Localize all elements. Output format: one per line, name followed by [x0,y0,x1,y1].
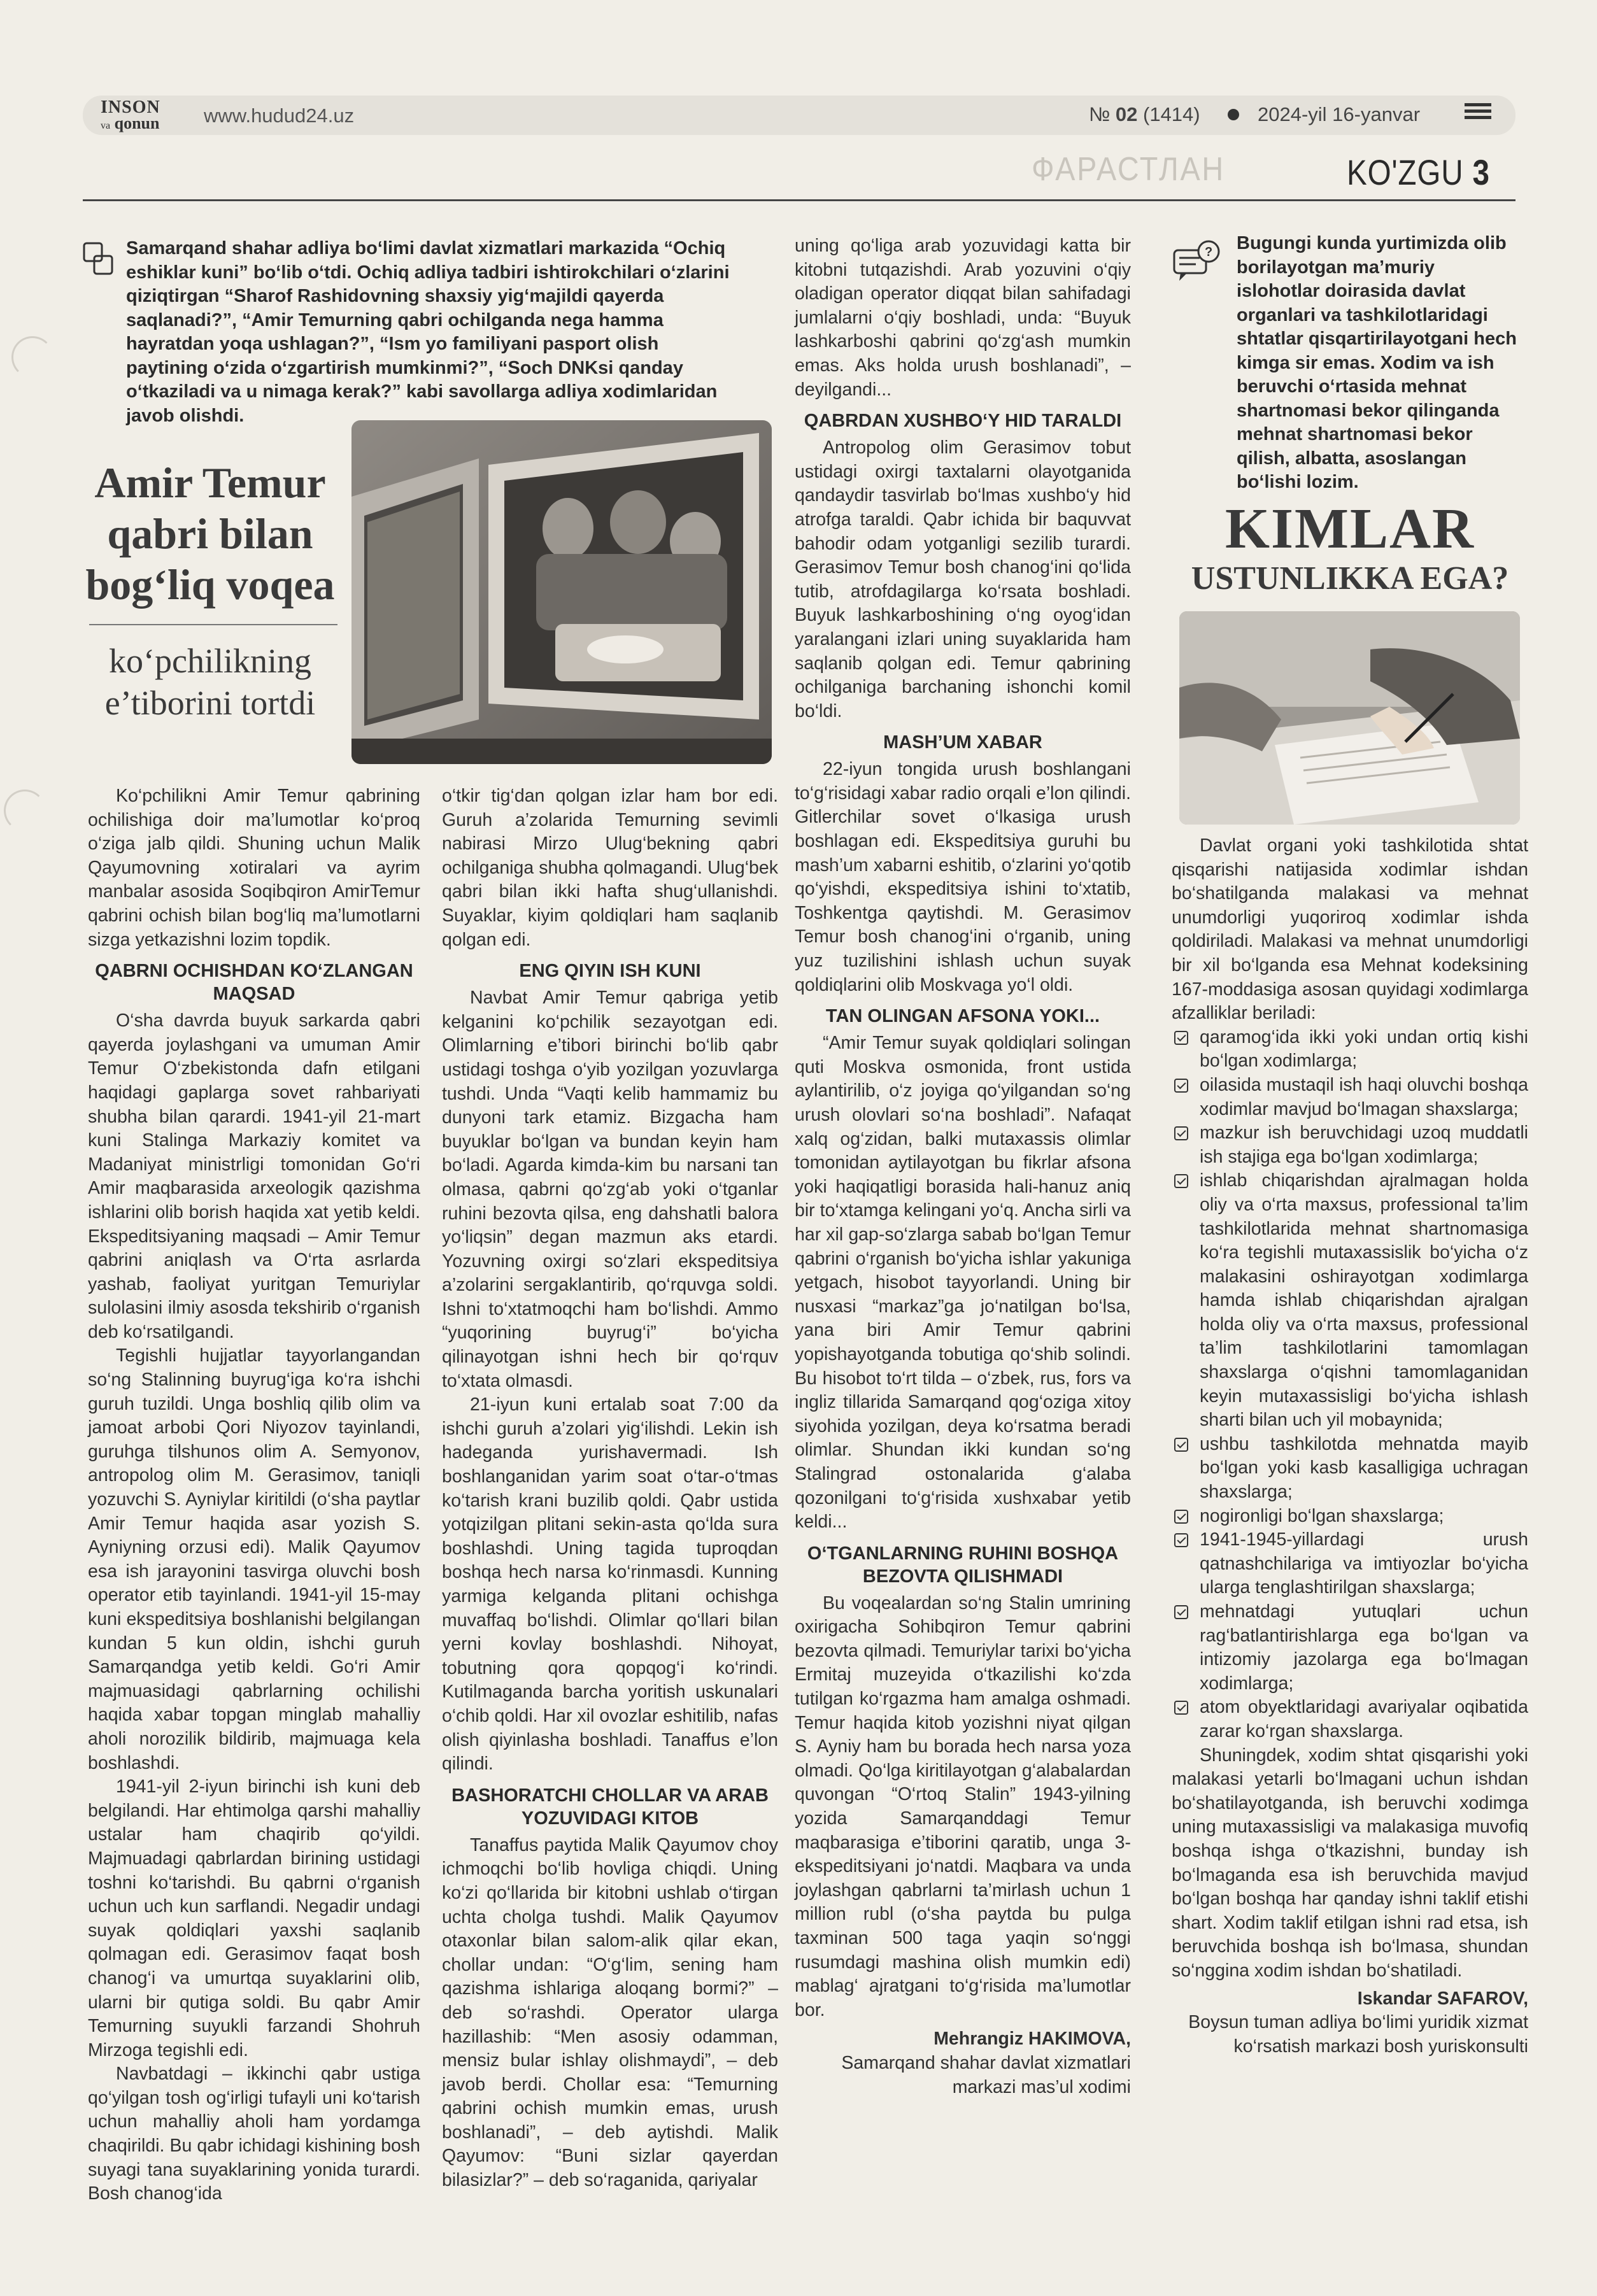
list-item [1172,1169,1528,1433]
list-item [1172,1026,1528,1074]
list-item-text: 1941-1945-yillardagi urush qatnashchilariga va imtiyozlar bo‘yicha ularga tenglashtirilgan shaxslarga; [1200,1529,1528,1598]
issue-date: 2024-yil 16-yanvar [1258,103,1421,125]
article1-lead: Samarqand shahar adliya bo‘limi davlat xizmatlari markazida “Ochiq eshiklar kuni” bo‘lib o‘tdi. Ochiq adliya tadbiri ishtirokchilari o‘zlarini qiziqtirgan “Sharof Rashidovning shaxsiy yig‘majildi qayerda saqlanadi?”, “Amir Temurning qabri ochilganda nega hamma hayratdan yoqa ushlagan?”, “Ism yo familiyani pasport olish paytining o‘zida o‘zgartirish mumkinmi?”, “Soch DNKsi qanday o‘tkaziladi va u nimaga kerak?” kabi savollarga adliya xodimlaridan javob olishdi. [126,238,730,426]
list-item-text: ushbu tashkilotda mehnatda mayib bo‘lgan yoki kasb kasalligiga uchragan shaxslarga; [1200,1433,1528,1503]
paragraph: Bu voqealardan so‘ng Stalin umrining oxirigacha Sohibqiron Temur qabrini bezovta qilmadi. Temuriylar tarixi bo‘yicha Ermitaj muzeyida o‘tkazilishi ko‘zda tutilgan ko‘rgazma ham amalga oshmadi. Temur haqida kitob yozishni niyat qilgan S. Ayniy ham bu borada hech narsa yoza olmadi. Qo‘lga kiritilayotgan g‘alabalardan quvongan “O‘rtoq Stalin” 1943-yilning yozida Samarqanddagi Temur maqbarasiga e’tiborini qaratib, unga 3-ekspeditsiyani jo‘natdi. Maqbara va unda joylashgan qabrlarni ta’mirlash uchun 1 million rubl (o‘sha paytda bu pulga taxminan 500 taga yaqin so‘nggi rusumdagi mashina olish mumkin edi) mablag‘ ajratgani to‘g‘risida ma’lumotlar bor. [795,1592,1131,2020]
header-rule [83,199,1515,201]
subheading: TAN OLINGAN AFSONA YOKI... [825,1006,1100,1027]
paragraph: 21-iyun kuni ertalab soat 7:00 da ishchi guruh a’zolari yig‘ilishdi. Lekin ish hadeganda yurishavermadi. Ish boshlanganidan yarim soat o‘tar-o‘tmas ko‘tarish krani buzilib qoldi. Qabr ustida yotqizilgan plitani sekin-asta qo‘lda sura boshlashdi. Uning tagida tuproqdan boshqa hech narsa ko‘rinmasdi. Kunning yarmiga kelganda plitani ochishga muvaffaq bo‘lishdi. Olimlar qo‘llari bilan yerni kovlay boshlashdi. Nihoyat, tobutning qora qopqog‘i ko‘rindi. Kutilmaganda barcha yoritish uskunalari o‘chib qoldi. Har xil ovozlar eshitilib, nafas olish qiyinlasha boshladi. Tanaffus e’lon qilindi. [442,1394,778,1775]
list-item-text: atom obyektlaridagi avariyalar oqibatida zarar ko‘rgan shaxslarga. [1200,1697,1528,1741]
list-item-text: qaramog‘ida ikki yoki undan ortiq kishi bo‘lgan xodimlarga; [1200,1026,1528,1072]
article2-photo [1179,611,1520,825]
list-item [1172,1528,1528,1600]
paragraph: O‘sha davrda buyuk sarkarda qabri qayerda joylashgani va umuman Amir Temur O‘zbekistonda dafn etilgani haqidagi gaplarga sovet rahbariyati shubha bilan qarardi. 1941-yil 21-mart kuni Stalinga Markaziy komitet va Madaniyat ministrligi tomonidan Go‘ri Amir maqbarasida arxeologik qazishma ishlarini olib borish haqida xat yetib keldi. Ekspeditsiyaning maqsadi – Amir Temur qabrini aniqlash va O‘rta asrlarda yashab, faoliyat yuritgan Temuriylar sulolasini ilmiy asosda tekshirib o‘rganish deb ko‘rsatilgandi. [88,1010,420,1342]
list-item [1172,1600,1528,1696]
checkbox-icon [1174,1031,1188,1045]
author-signature [795,2027,1131,2099]
article2-title-main: KIMLAR [1225,497,1475,560]
list-item-text: nogironligi bo‘lgan shaxslarga; [1200,1505,1444,1526]
list-item [1172,1433,1528,1505]
author-role: Samarqand shahar davlat xizmatlari markazi mas’ul xodimi [841,2052,1131,2097]
article2-title [1178,497,1522,599]
section-title [1347,152,1490,193]
author-name: Iskandar SAFAROV, [1357,1988,1528,2009]
checkbox-icon [1174,1533,1188,1547]
paragraph: Shuningdek, xodim shtat qisqarishi yoki malakasi yetarli bo‘lmagani uchun ishdan bo‘shatilayotganda, ish beruvchi xodimga uning mutaxassisligi va malakasiga muvofiq boshqa ishga o‘tkazishni, bunday ish bo‘lmaganda esa ish beruvchida mavjud bo‘lgan boshqa har qanday ishni taklif etishi shart. Xodim taklif etilgan ishni rad etsa, ish beruvchida boshqa ish bo‘lmasa, shundan so‘nggina xodim ishdan bo‘shatiladi. [1172,1745,1528,1981]
article-icon [82,241,116,279]
subheading: ENG QIYIN ISH KUNI [519,961,701,982]
article1-photo [351,420,772,764]
paragraph: Tegishli hujjatlar tayyorlangandan so‘ng Stalinning buyrug‘iga ko‘ra ishchi guruh tuzildi. Unga boshliq qilib olim va jamoat arbobi Qori Niyozov tayinlandi, guruhga tilshunos olim A. Semyonov, antropolog olim M. Gerasimov, taniqli yozuvchi S. Ayniylar kiritildi (o‘sha paytlar Amir Temur haqida asar yozish S. Ayniyning orzusi edi). Malik Qayumov esa ish jarayonini tasvirga oluvchi bosh operator etib tayinlandi. 1941-yil 15-may kuni ekspeditsiya boshlanishi belgilangan kundan 5 kun oldin, ishchi guruh Samarqandga yetib keldi. Go‘ri Amir majmuasidagi qabrlarning ochilishi haqida xabar topgan minglab mahalliy aholi norozilik bildirib, majmuaga kela boshlashdi. [88,1345,420,1773]
article1-column1 [88,784,420,2206]
paragraph: 1941-yil 2-iyun birinchi ish kuni deb belgilandi. Har ehtimolga qarshi mahalliy ustalar ham chaqirib qo‘yildi. Majmuadagi qabrlardan birining ustidagi toshni ko‘tarishdi. Bu qabrni o‘rganish uchun uch kun sarflandi. Negadir undagi suyak qoldiqlari yaxshi saqlanib qolmagan edi. Gerasimov faqat bosh chanog‘i va umurtqa suyaklarini olib, ularni bir qutiga soldi. Bu qabr Amir Temurning suyukli farzandi Shohruh Mirzoga tegishli edi. [88,1776,420,2060]
logo-line2-text: qonun [114,114,160,132]
list-item-text: ishlab chiqarishdan ajralmagan holda oliy va o‘rta maxsus, professional ta’lim tashkilotlarida mehnat shartnomasiga ko‘ra tegishli mutaxassislik bo‘yicha o‘z malakasini oshirayotgan xodimlarga hamda ishlab chiqarishdan ajralgan holda oliy va o‘rta maxsus, professional ta’lim tashkilotlarini tamomlagan shaxslarga o‘qishni tamomlaganidan keyin mutaxassisligi bo‘yicha ishlash sharti bilan uch yil mobaynida; [1200,1170,1528,1431]
page-number: 3 [1472,152,1490,192]
checkbox-icon [1174,1126,1188,1140]
issue-number [1089,103,1200,126]
article1-title: Amir Temur qabri bilan bog‘liq voqea [85,458,335,609]
paragraph: Navbatdagi – ikkinchi qabr ustiga qo‘yilgan tosh og‘irligi tufayli uni ko‘tarish uchun mahalliy aholi ham yordamga chaqirildi. Bu qabr ichidagi kishining bosh suyagi tana suyaklarining yonida turardi. Bosh chanog‘ida [88,2064,420,2204]
issue-total: (1414) [1143,103,1200,125]
list-item-text: mehnatdagi yutuqlari uchun rag‘batlantirishlarga ega bo‘lgan va intizomiy jazolarga ega bo‘lmagan xodimlarga; [1200,1601,1528,1694]
paragraph: uning qo‘liga arab yozuvidagi katta bir kitobni tutqazishdi. Arab yozuvini o‘qiy oladigan operator diqqat bilan sahifadagi jumlalarni o‘qiy boshladi, unda: “Buyuk lashkarboshi qabrini qo‘zg‘ash mumkin emas. Aks holda urush boshlanadi”, – deyilgandi... [795,236,1131,400]
logo-line1: INSON [101,97,160,117]
issue-prefix: № [1089,103,1111,125]
checkbox-icon [1174,1510,1188,1524]
svg-text:?: ? [1205,245,1213,259]
author-name: Mehrangiz HAKIMOVA, [933,2029,1131,2050]
question-chat-icon [1172,239,1223,285]
issue-num: 02 [1115,103,1138,125]
site-url: www.hudud24.uz [204,104,355,127]
list-item [1172,1505,1528,1529]
logo-line2 [101,115,160,132]
paragraph: “Amir Temur suyak qoldiqlari solingan quti Moskva osmonida, front ustida aylantirilib, o‘z joyiga qo‘yilgandan so‘ng urush olovlari so‘na boshladi”. Nafaqat xalq og‘zidan, balki mutaxassis olimlar tomonidan aytilayotgan bu fikrlar afsona yoki haqiqatligi borasida hali-hanuz aniq bir to‘xtamga kelingani yo‘q. Ancha sirli va har xil gap-so‘zlarga sabab bo‘lgan Temur qabrini o‘rganish bo‘yicha ishlar yakuniga yetgach, hisobot tayyorlandi. Uning bir nusxasi “markaz”ga jo‘natilgan bo‘lsa, yana biri Amir Temur qabrini yopishayotganda tobutiga qo‘shib solindi. Bu hisobot to‘rt tilda – o‘zbek, rus, fors va ingliz tillarida Samarqand qog‘oziga xitoy siyohida yozilgan, deya ko‘rsatma beradi olimlar. Shundan ikki kundan so‘ng Stalingrad ostonalarida g‘alaba qozonilgani to‘g‘risida xushxabar yetib keldi... [795,1033,1131,1533]
logo-small: va [101,120,111,131]
author-role: Boysun tuman adliya bo‘limi yuridik xizmat ko‘rsatish markazi bosh yuriskonsulti [1188,2012,1528,2057]
separator-dot-icon [1228,109,1239,120]
subheading: BASHORATCHI CHOLLAR VA ARAB YOZUVIDAGI KITOB [451,1785,769,1829]
paragraph: o‘tkir tig‘dan qolgan izlar ham bor edi. Guruh a’zolarida Temurning sevimli nabirasi Mirzo Ulug‘bekning qabri ochilganiga shubha qolmagandi. Ulug‘bek qabri bilan ikki hafta shug‘ullanishdi. Suyaklar, kiyim qoldiqlari ham saqlanib qolgan edi. [442,786,778,950]
article2-lead: Bugungi kunda yurtimizda olib borilayotgan ma’muriy islohotlar doirasida davlat organlari va tashkilotlaridagi shtatlar qisqartirilayotgani hech kimga sir emas. Xodim va ish beruvchi o‘rtasida mehnat shartnomasi bekor qilinganda mehnat shartnomasi bekor qilish, albatta, asoslangan bo‘lishi lozim. [1237,233,1517,492]
author-signature [1172,1987,1528,2059]
checkbox-icon [1174,1438,1188,1452]
article1-subtitle: ko‘pchilikning e’tiborini tortdi [104,642,316,722]
paragraph: Navbat Amir Temur qabriga yetib kelganini ko‘pchilik sezayotgan edi. Olimlarning e’tibori birinchi bo‘lib qabr ustidagi toshga o‘yib yozilgan yozuvlarga tushdi. Unda “Vaqti kelib hammamiz bu dunyoni tark etamiz. Bizgacha ham buyuklar bo‘lgan va bundan keyin ham bo‘ladi. Agarda kimda-kim bu narsani tan olmasa, qabrni qo‘zg‘ab yoki o‘tganlar ruhini bezovta qilsa, eng dahshatli balога yo‘liqsin” degan mazmun aks etardi. Yozuvning oxirgi so‘zlari ekspeditsiya a’zolarini sergaklantirib, qo‘rquvga soldi. Ishni to‘xtatmoqchi ham bo‘lishdi. Ammo “yuqorining buyrug‘i” bo‘yicha qilinayotgan ishni hech bir qo‘rquv to‘xtata olmasdi. [442,988,778,1391]
article1-column2 [442,784,778,2193]
checkbox-icon [1174,1079,1188,1093]
subheading: QABRDAN XUSHBO‘Y HID TARALDI [804,411,1122,432]
paragraph: Antropolog olim Gerasimov tobut ustidagi oxirgi taxtalarni olayotganida qandaydir tasvirlab bo‘lmas xushbo‘y hid atrofga taraldi. Qabr ichida bir baquvvat bahodir odam yotganligi sezilib turardi. Gerasimov Temur bosh chanog‘ini qo‘lida tutib, atrofdagilarga ko‘rsata boshladi. Buyuk lashkarboshining o‘ng oyog‘idan yaralangani izlari uning suyaklarida ham saqlanib qolgan edi. Temur qabrining ochilganiga barchaning ishonchi komil bo‘ldi. [795,437,1131,721]
article2-body [1172,834,1528,2059]
list-item-text: mazkur ish beruvchidagi uzoq muddatli ish stajiga ega bo‘lgan xodimlarga; [1200,1123,1528,1167]
paragraph: Ko‘pchilikni Amir Temur qabrining ochilishiga doir ma’lumotlar ko‘proq o‘ziga jalb qildi. Shuning uchun Malik Qayumovning xotiralari va ayrim manbalar asosida Soqibqiron AmirTemur qabrini ochish bilan bog‘liq ma’lumotlarni sizga yetkazishni lozim topdik. [88,786,420,950]
subheading: O‘TGANLARNING RUHINI BOSHQA BEZOVTA QILISHMADI [807,1543,1119,1587]
title-rule [89,624,337,625]
benefits-list [1172,1026,1528,1744]
ghost-print-through: ФАРАСТЛАН [1032,151,1225,188]
checkbox-icon [1174,1605,1188,1619]
checkbox-icon [1174,1174,1188,1188]
list-item [1172,1074,1528,1121]
article2-title-sub: USTUNLIKKA EGA? [1191,560,1509,597]
menu-icon [1465,103,1491,125]
subheading: QABRNI OCHISHDAN KO‘ZLANGAN MAQSAD [95,961,413,1005]
article1-column3 [795,234,1131,2099]
newspaper-logo [101,99,160,132]
paragraph: Davlat organi yoki tashkilotida shtat qisqarishi natijasida xodimlar ishdan bo‘shatilganda malakasi va mehnat unumdorligi yuqoriroq xodimlar ishda qoldiriladi. Malakasi va mehnat unumdorligi bir xil bo‘lganda esa Mehnat kodeksining 167-moddasiga asosan quyidagi xodimlarga afzalliklar beriladi: [1172,835,1528,1024]
subheading: MASH’UM XABAR [883,732,1042,753]
checkbox-icon [1174,1701,1188,1715]
punch-hole-icon [11,336,53,378]
list-item [1172,1121,1528,1169]
section-name: KO'ZGU [1347,152,1464,192]
list-item-text: oilasida mustaqil ish haqi oluvchi boshqa xodimlar mavjud bo‘lmagan shaxslarga; [1200,1074,1528,1119]
list-item [1172,1696,1528,1743]
punch-hole-icon [4,790,46,832]
paragraph: 22-iyun tongida urush boshlangani to‘g‘risidagi xabar radio orqali e’lon qilindi. Gitlerchilar sovet o‘lkasiga urush boshlagan edi. Ekspeditsiya guruhi bu mash’um xabarni eshitib, o‘zlarini yo‘qotib qo‘yishdi, ekspeditsiya ishini to‘xtatib, Toshkentga qaytishdi. M. Gerasimov Temur bosh chanog‘ini o‘rganib, uning yuz tuzilishini ishlash uchun suyak qoldiqlarini olib Moskvaga yo‘l oldi. [795,759,1131,995]
paragraph: Tanaffus paytida Malik Qayumov choy ichmoqchi bo‘lib hovliga chiqdi. Uning ko‘zi qo‘llarida bir kitobni ushlab o‘tirgan uchta cholga tushdi. Malik Qayumov otaxonlar bilan salom-alik qilar ekan, chollar undan: “O‘g‘lim, sening ham qazishma ishlariga aloqang bormi?” – deb so‘rashdi. Operator ularga hazillashib: “Men asosiy odamman, mensiz bular ishlay olishmaydi”, – deb javob berdi. Chollar esa: “Temurning qabrini ochish mumkin emas, urush boshlanadi”, – deb aytishdi. Malik Qayumov: “Buni sizlar qayerdan bilasizlar?” – deb so‘raganida, qariyalar [442,1834,778,2191]
